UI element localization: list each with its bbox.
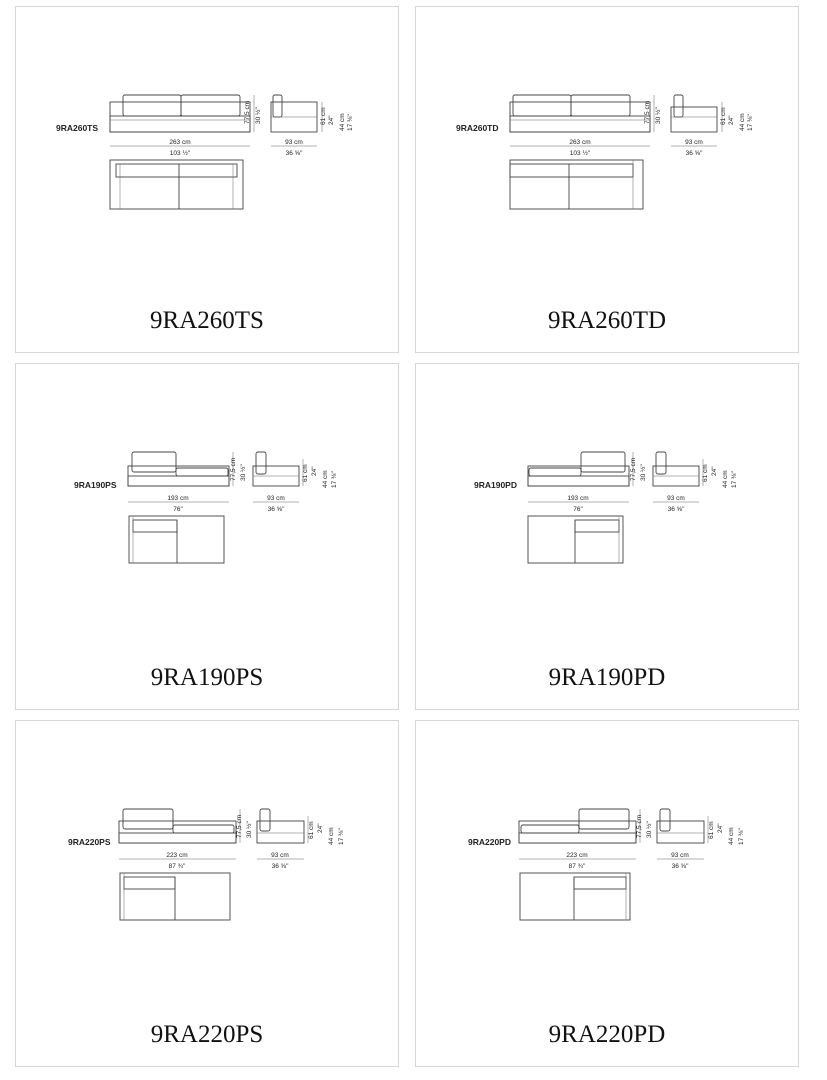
depth-dimension (657, 852, 704, 870)
model-code-label: 9RA260TS (56, 123, 99, 133)
sofa-side-view (671, 95, 717, 132)
seat-in-label: 17 ⅜" (747, 114, 754, 131)
width-cm-label: 263 cm (569, 139, 591, 146)
sofa-top-view (120, 873, 230, 920)
product-title: 9RA260TS (150, 307, 264, 334)
width-in-label: 76" (173, 506, 183, 513)
depth-dimension (253, 495, 299, 513)
sofa-technical-drawing (16, 721, 400, 1021)
sofa-side-view (657, 809, 704, 843)
width-dimension (528, 495, 629, 513)
height-in-label: 30 ½" (646, 821, 653, 838)
height-cm-label: 77,5 cm (644, 100, 651, 124)
width-in-label: 103 ½" (169, 150, 191, 157)
width-dimension (119, 852, 236, 870)
product-card-9ra260td[interactable] (415, 6, 799, 353)
back-in-label: 24" (728, 115, 735, 125)
height-in-label: 30 ½" (655, 107, 662, 124)
product-card-9ra220ps[interactable] (15, 720, 399, 1067)
side-dimensions (708, 816, 745, 845)
sofa-top-view (528, 516, 623, 563)
back-in-label: 24" (311, 466, 318, 476)
seat-cm-label: 44 cm (328, 827, 335, 845)
height-in-label: 30 ½" (640, 464, 647, 481)
back-cm-label: 61 cm (720, 107, 727, 125)
seat-cm-label: 44 cm (339, 113, 346, 131)
depth-in-label: 36 ⅝" (271, 863, 289, 870)
back-cm-label: 61 cm (708, 821, 715, 839)
seat-in-label: 17 ⅜" (731, 471, 738, 488)
product-title: 9RA220PD (548, 1021, 666, 1048)
back-in-label: 24" (717, 823, 724, 833)
sofa-top-view (110, 160, 243, 209)
sofa-side-view (653, 452, 699, 486)
depth-in-label: 36 ⅝" (671, 863, 689, 870)
sofa-technical-drawing (416, 364, 800, 664)
depth-dimension (653, 495, 699, 513)
sofa-top-view (520, 873, 630, 920)
width-in-label: 87 ¾" (168, 863, 186, 870)
height-cm-label: 77,5 cm (636, 814, 643, 838)
width-cm-label: 193 cm (167, 495, 189, 502)
sofa-front-view (119, 809, 236, 843)
height-dimension (236, 809, 253, 843)
height-cm-label: 77,5 cm (244, 100, 251, 124)
depth-cm-label: 93 cm (267, 495, 285, 502)
depth-cm-label: 93 cm (667, 495, 685, 502)
width-dimension (110, 139, 250, 157)
seat-in-label: 17 ⅜" (338, 828, 345, 845)
seat-cm-label: 44 cm (739, 113, 746, 131)
back-cm-label: 61 cm (302, 464, 309, 482)
product-title: 9RA190PD (548, 664, 666, 691)
width-dimension (510, 139, 650, 157)
model-code-label: 9RA220PS (68, 837, 111, 847)
width-in-label: 76" (573, 506, 583, 513)
back-in-label: 24" (328, 115, 335, 125)
seat-in-label: 17 ⅜" (738, 828, 745, 845)
sofa-front-view (128, 452, 229, 486)
side-dimensions (720, 102, 754, 132)
model-code-label: 9RA220PD (468, 837, 511, 847)
width-in-label: 103 ½" (569, 150, 591, 157)
product-card-9ra260ts[interactable] (15, 6, 399, 353)
width-cm-label: 193 cm (567, 495, 589, 502)
sofa-top-view (510, 160, 643, 209)
back-cm-label: 61 cm (320, 107, 327, 125)
side-dimensions (308, 816, 345, 845)
model-code-label: 9RA190PS (74, 480, 117, 490)
height-dimension (230, 452, 247, 486)
seat-in-label: 17 ⅜" (347, 114, 354, 131)
sofa-front-view (510, 95, 650, 132)
height-cm-label: 77,5 cm (630, 457, 637, 481)
sofa-technical-drawing (16, 7, 400, 307)
depth-dimension (257, 852, 304, 870)
back-in-label: 24" (317, 823, 324, 833)
side-dimensions (302, 459, 338, 488)
sofa-technical-drawing (416, 721, 800, 1021)
height-dimension (244, 95, 262, 132)
product-card-9ra190ps[interactable] (15, 363, 399, 710)
depth-in-label: 36 ⅝" (667, 506, 685, 513)
depth-in-label: 36 ⅝" (685, 150, 703, 157)
sofa-side-view (257, 809, 304, 843)
height-dimension (644, 95, 662, 132)
sofa-front-view (528, 452, 629, 486)
depth-dimension (671, 139, 717, 157)
width-in-label: 87 ¾" (568, 863, 586, 870)
side-dimensions (320, 102, 354, 132)
height-dimension (636, 809, 653, 843)
product-title: 9RA260TD (547, 307, 667, 334)
depth-cm-label: 93 cm (271, 852, 289, 859)
depth-cm-label: 93 cm (285, 139, 303, 146)
depth-cm-label: 93 cm (671, 852, 689, 859)
height-dimension (630, 452, 647, 486)
seat-cm-label: 44 cm (322, 470, 329, 488)
height-in-label: 30 ½" (246, 821, 253, 838)
sofa-top-view (129, 516, 224, 563)
width-dimension (128, 495, 229, 513)
sofa-side-view (253, 452, 299, 486)
sofa-technical-drawing (416, 7, 800, 307)
side-dimensions (702, 459, 738, 488)
width-dimension (519, 852, 636, 870)
model-code-label: 9RA190PD (474, 480, 517, 490)
height-cm-label: 77,5 cm (236, 814, 243, 838)
back-in-label: 24" (711, 466, 718, 476)
depth-dimension (271, 139, 317, 157)
product-card-9ra190pd[interactable] (415, 363, 799, 710)
seat-cm-label: 44 cm (722, 470, 729, 488)
back-cm-label: 61 cm (308, 821, 315, 839)
height-in-label: 30 ½" (240, 464, 247, 481)
height-cm-label: 77,5 cm (230, 457, 237, 481)
model-code-label: 9RA260TD (456, 123, 499, 133)
seat-cm-label: 44 cm (728, 827, 735, 845)
width-cm-label: 223 cm (566, 852, 588, 859)
back-cm-label: 61 cm (702, 464, 709, 482)
height-in-label: 30 ½" (255, 107, 262, 124)
depth-cm-label: 93 cm (685, 139, 703, 146)
depth-in-label: 36 ⅝" (285, 150, 303, 157)
product-title: 9RA220PS (150, 1021, 264, 1048)
depth-in-label: 36 ⅝" (267, 506, 285, 513)
product-title: 9RA190PS (150, 664, 264, 691)
product-card-9ra220pd[interactable] (415, 720, 799, 1067)
seat-in-label: 17 ⅜" (331, 471, 338, 488)
sofa-front-view (110, 95, 250, 132)
width-cm-label: 223 cm (166, 852, 188, 859)
sofa-side-view (271, 95, 317, 132)
width-cm-label: 263 cm (169, 139, 191, 146)
sofa-front-view (519, 809, 636, 843)
sofa-technical-drawing (16, 364, 400, 664)
